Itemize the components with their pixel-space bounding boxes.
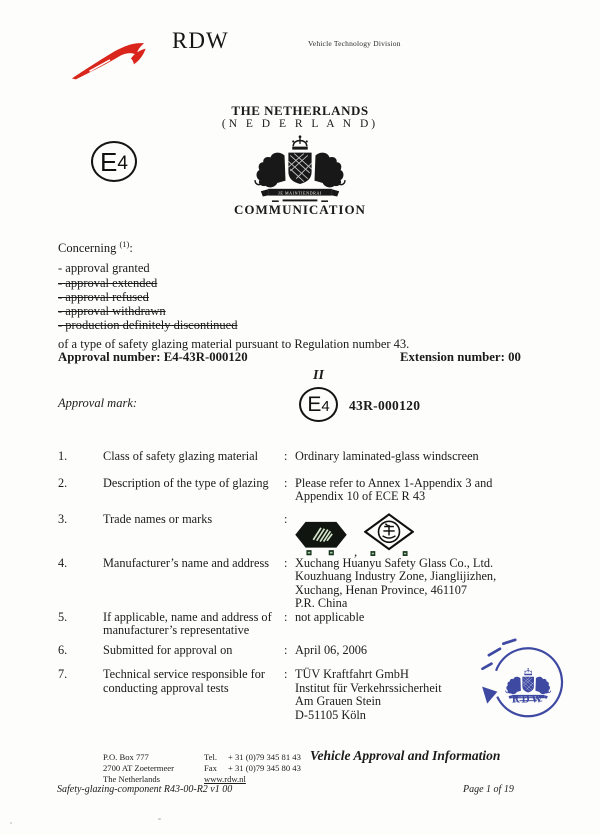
option-approval-granted: - approval granted bbox=[58, 261, 150, 276]
website-link: www.rdw.nl bbox=[204, 774, 246, 784]
scan-speck bbox=[10, 822, 12, 824]
document-reference: Safety-glazing-component R43-00-R2 v1 00 bbox=[57, 784, 233, 795]
concerning-colon: : bbox=[129, 241, 133, 256]
item-value-line: D-51105 Köln bbox=[295, 707, 366, 722]
item-row-1 bbox=[58, 450, 550, 464]
item-label-line: manufacturer’s representative bbox=[103, 623, 250, 637]
tel-value: + 31 (0)79 345 81 43 bbox=[228, 752, 301, 762]
approval-number: Approval number: E4-43R-000120 bbox=[58, 350, 248, 364]
item-row-3 bbox=[58, 513, 550, 557]
huanyu-hexagon-logo-icon bbox=[295, 521, 347, 557]
e4-number: 4 bbox=[117, 152, 128, 174]
item-number: 4. bbox=[58, 555, 68, 570]
fax-label: Fax bbox=[204, 763, 217, 773]
approval-mark-code: 43R-000120 bbox=[349, 398, 421, 413]
item-value: Ordinary laminated-glass windscreen bbox=[295, 449, 479, 463]
netherlands-coat-of-arms-icon bbox=[242, 134, 358, 204]
item-number: 3. bbox=[58, 511, 68, 526]
option-approval-refused: - approval refused bbox=[58, 289, 149, 304]
item-number: 6. bbox=[58, 642, 68, 657]
approval-mark-label: Approval mark: bbox=[58, 396, 138, 410]
approval-mark-e-letter: E bbox=[307, 393, 322, 416]
concerning-section bbox=[58, 237, 538, 352]
item-label-line: conducting approval tests bbox=[103, 680, 229, 695]
item-label bbox=[103, 668, 284, 695]
scan-speck bbox=[158, 818, 161, 820]
stamp-rdw-text: RDW bbox=[511, 693, 545, 706]
rdw-stamp-icon bbox=[477, 634, 579, 746]
rdw-logo-icon bbox=[70, 33, 148, 81]
item-value-line: TÜV Kraftfahrt GmbH bbox=[295, 667, 409, 681]
item-label-line: Technical service responsible for bbox=[103, 667, 266, 681]
address-line: P.O. Box 777 bbox=[103, 752, 149, 762]
footnote-reference: (1) bbox=[119, 239, 130, 249]
fax-value: + 31 (0)79 345 80 43 bbox=[228, 763, 301, 773]
item-value-line: Kouzhuang Industry Zone, Jianglijizhen, bbox=[295, 569, 497, 583]
item-colon: : bbox=[284, 511, 288, 526]
tel-label: Tel. bbox=[204, 752, 217, 762]
item-label bbox=[103, 611, 284, 638]
concerning-heading bbox=[58, 237, 538, 255]
option-approval-extended: - approval extended bbox=[58, 275, 158, 290]
rdw-wordmark: RDW bbox=[172, 28, 229, 53]
communication-title: COMMUNICATION bbox=[234, 202, 366, 217]
concerning-label: Concerning bbox=[58, 241, 117, 256]
item-row-4 bbox=[58, 557, 550, 611]
item-number: 2. bbox=[58, 475, 68, 490]
item-value-line: Am Grauen Stein bbox=[295, 694, 382, 708]
tel-line bbox=[204, 752, 301, 763]
address-line: 2700 AT Zoetermeer bbox=[103, 763, 174, 773]
e4-letter: E bbox=[100, 146, 118, 177]
item-value-line: Xuchang, Henan Province, 461107 bbox=[295, 582, 468, 597]
country-title: THE NETHERLANDS bbox=[231, 103, 369, 118]
item-value-line: Please refer to Annex 1-Appendix 3 and bbox=[295, 475, 493, 490]
item-label: Trade names or marks bbox=[103, 511, 213, 526]
item-number: 7. bbox=[58, 667, 68, 681]
logo-separator: , bbox=[354, 543, 358, 559]
country-native-title: (N E D E R L A N D) bbox=[221, 118, 379, 130]
item-number: 1. bbox=[58, 449, 68, 463]
option-production-discontinued: - production definitely discontinued bbox=[58, 318, 238, 333]
item-value-line: P.R. China bbox=[295, 596, 348, 610]
item-colon: : bbox=[284, 555, 288, 570]
option-approval-withdrawn: - approval withdrawn bbox=[58, 303, 166, 318]
item-value bbox=[295, 557, 550, 611]
item-value bbox=[295, 477, 550, 504]
address-line: The Netherlands bbox=[103, 774, 161, 784]
approval-mark-e-number: 4 bbox=[321, 397, 330, 415]
item-value-line: Institut für Verkehrssicherheit bbox=[295, 680, 442, 695]
item-value: April 06, 2006 bbox=[295, 642, 368, 657]
item-label: Submitted for approval on bbox=[103, 642, 233, 657]
e4-mark-badge bbox=[91, 141, 137, 182]
diamond-certification-logo-icon bbox=[364, 513, 414, 557]
item-colon: : bbox=[284, 642, 288, 657]
footer-department: Vehicle Approval and Information bbox=[310, 748, 501, 763]
footer-contact bbox=[204, 752, 301, 785]
item-label: Description of the type of glazing bbox=[103, 475, 269, 490]
subject-line: of a type of safety glazing material pursuant to Regulation number 43. bbox=[58, 337, 410, 352]
division-label: Vehicle Technology Division bbox=[308, 39, 401, 48]
item-value-line: Appendix 10 of ECE R 43 bbox=[295, 489, 426, 503]
item-colon: : bbox=[284, 475, 288, 490]
item-number: 5. bbox=[58, 609, 68, 624]
item-label: Manufacturer’s name and address bbox=[103, 555, 270, 570]
approval-mark-roman-numeral: II bbox=[313, 368, 324, 383]
page-number: Page 1 of 19 bbox=[463, 784, 514, 795]
footer-address bbox=[103, 752, 174, 785]
item-label-line: If applicable, name and address of bbox=[103, 609, 272, 624]
item-label: Class of safety glazing material bbox=[103, 449, 259, 463]
item-colon: : bbox=[284, 449, 288, 463]
item-value-line: Xuchang Huanyu Safety Glass Co., Ltd. bbox=[295, 555, 494, 570]
extension-number: Extension number: 00 bbox=[400, 350, 521, 364]
fax-line bbox=[204, 763, 301, 774]
trade-mark-logos bbox=[295, 513, 550, 557]
item-value: not applicable bbox=[295, 609, 365, 624]
item-colon: : bbox=[284, 609, 288, 624]
item-row-2 bbox=[58, 477, 550, 504]
item-colon: : bbox=[284, 667, 288, 681]
approval-mark-e4-badge bbox=[299, 387, 338, 422]
